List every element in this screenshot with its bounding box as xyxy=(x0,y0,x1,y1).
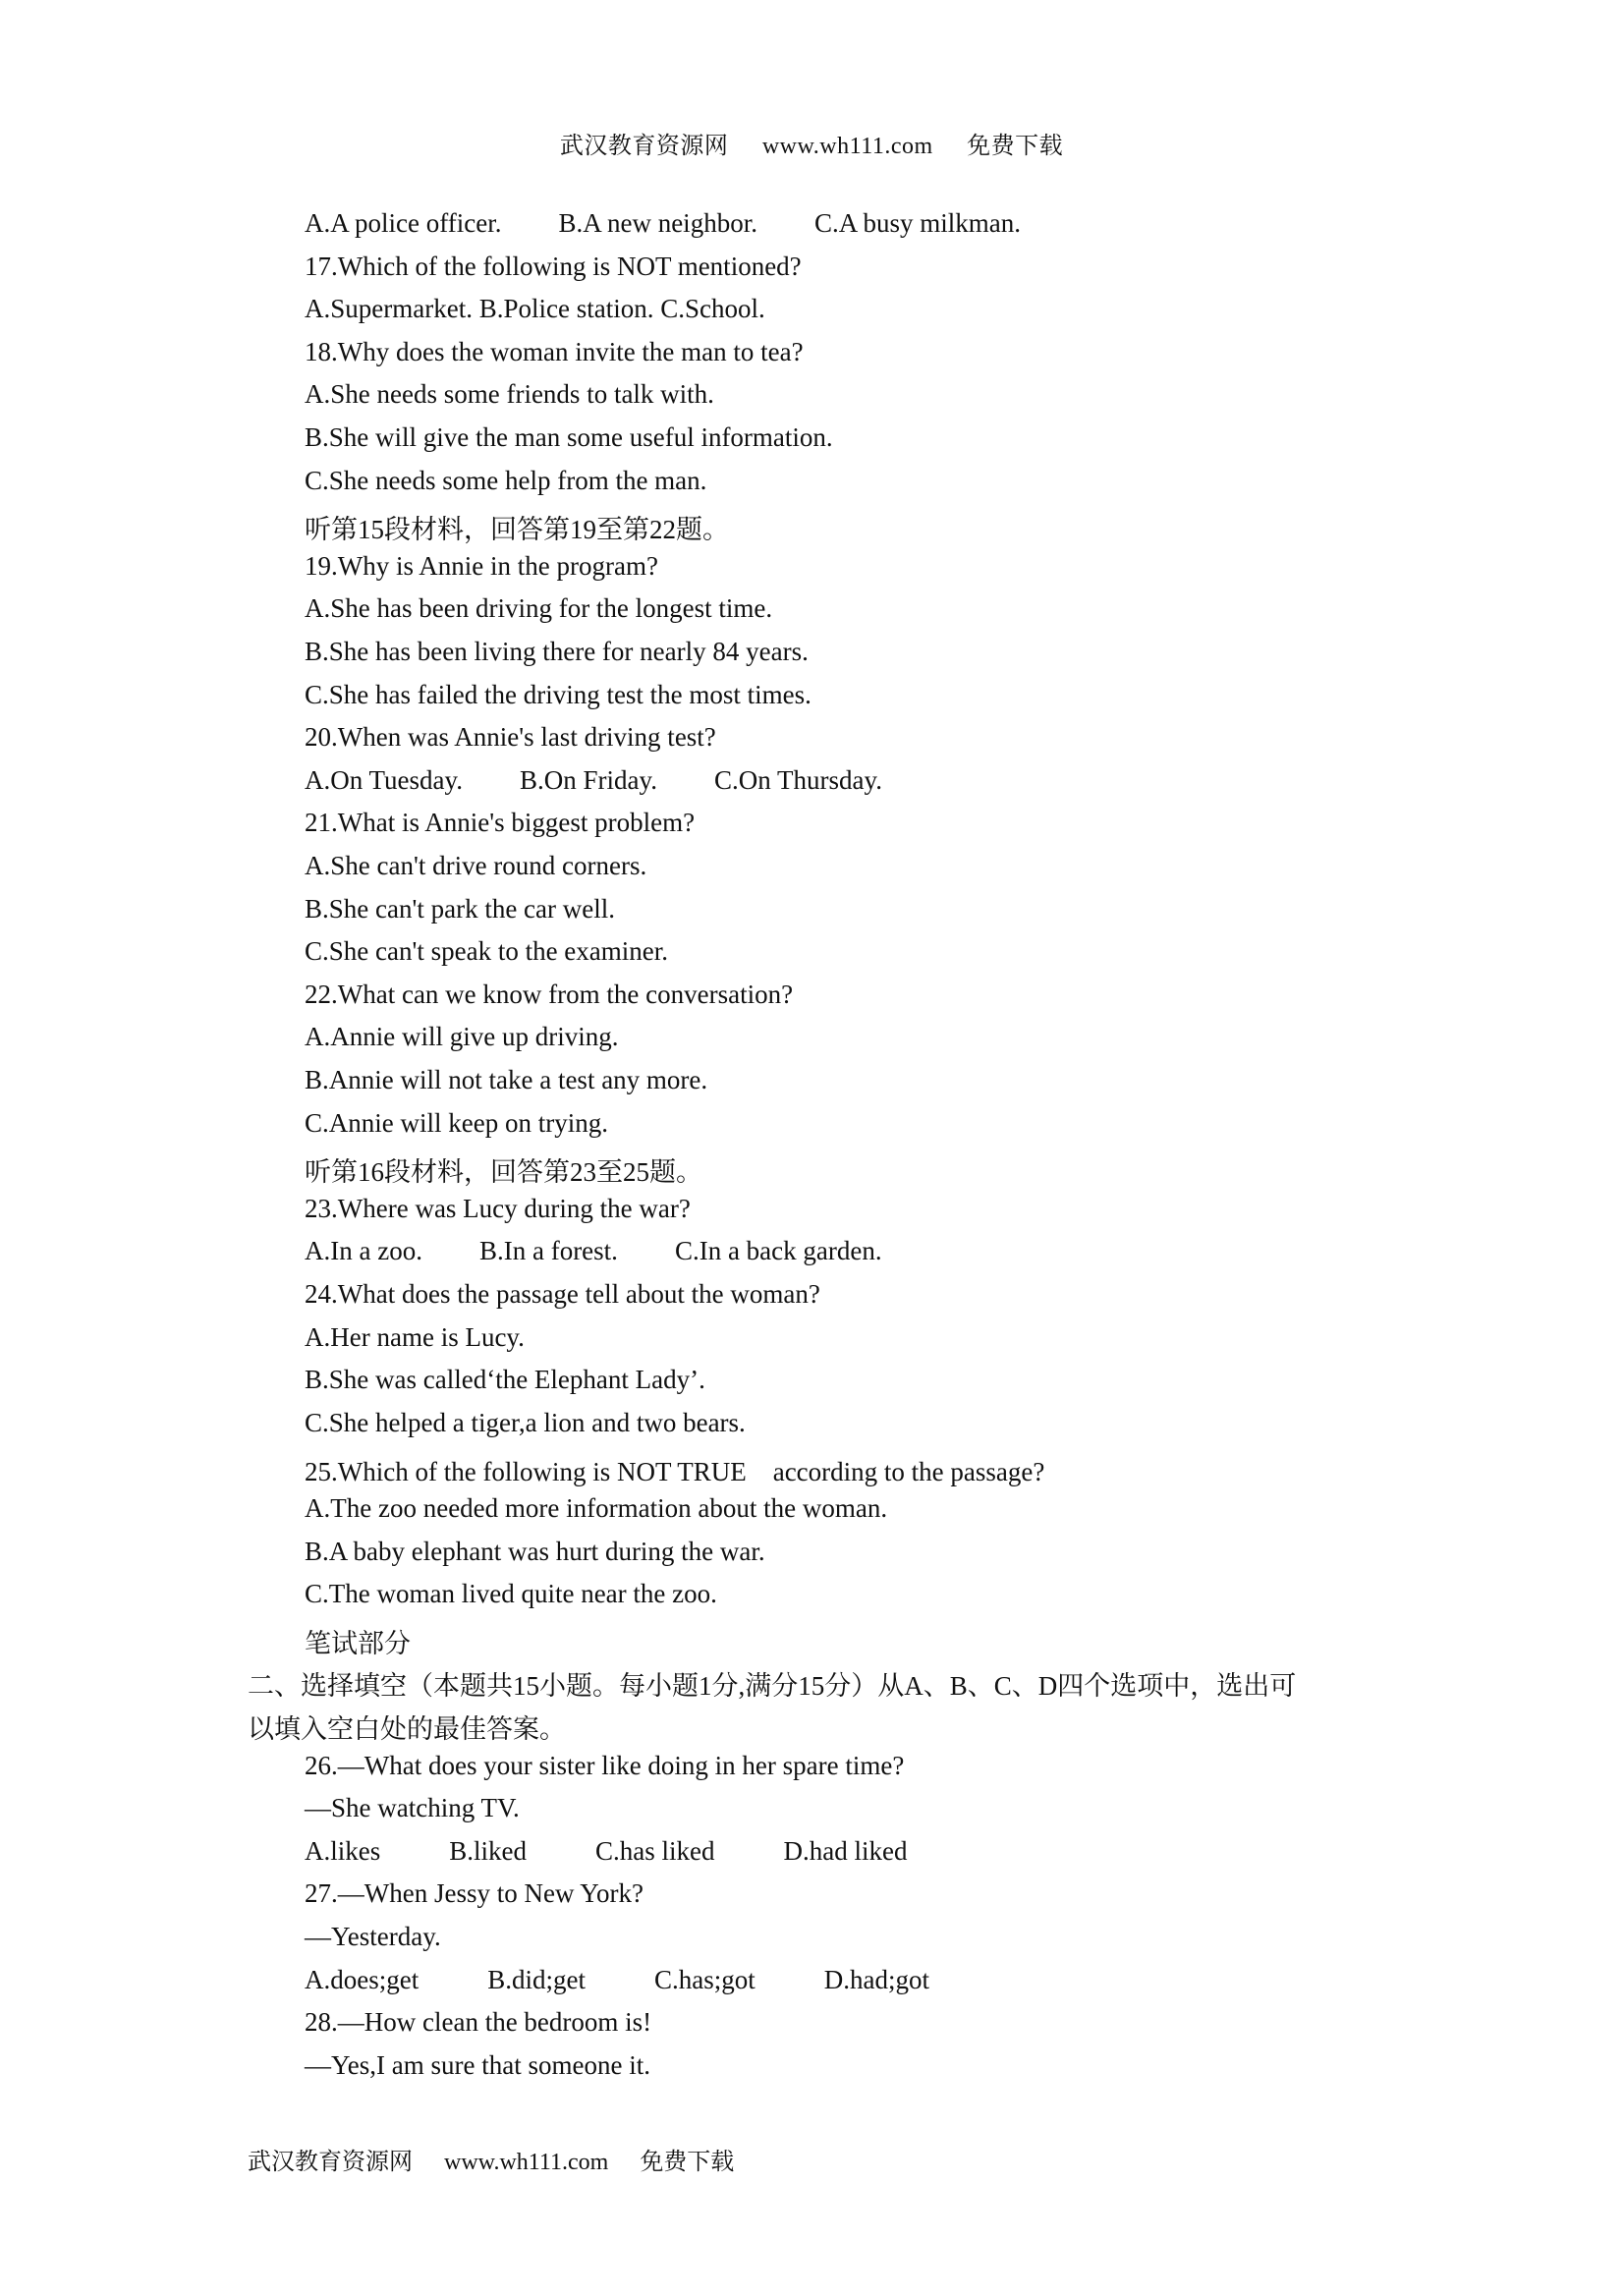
answer-option: B.She can't park the car well. xyxy=(305,894,615,924)
footer-note: 免费下载 xyxy=(640,2150,735,2175)
question-line: 26.—What does your sister like doing in her spare time? xyxy=(305,1751,905,1780)
question-line: 17.Which of the following is NOT mentioned? xyxy=(305,252,802,281)
answer-option: B.She will give the man some useful information. xyxy=(305,422,833,452)
answer-option: B.On Friday. xyxy=(520,765,658,795)
option-row xyxy=(305,208,1021,239)
answer-option: A.A police officer. xyxy=(305,208,502,238)
answer-option: A.Annie will give up driving. xyxy=(305,1022,619,1051)
option-row xyxy=(305,1965,929,1995)
answer-option: A.Her name is Lucy. xyxy=(305,1322,525,1352)
answer-option: C.has;got xyxy=(653,1965,756,1994)
answer-option: A.She has been driving for the longest time. xyxy=(305,593,773,623)
answer-option: B.did;get xyxy=(487,1965,586,1994)
answer-option: A.Supermarket. B.Police station. C.School. xyxy=(305,294,765,323)
header-site: 武汉教育资源网 xyxy=(559,134,729,159)
answer-option: A.In a zoo. xyxy=(305,1236,422,1265)
question-line: 20.When was Annie's last driving test? xyxy=(305,722,716,752)
answer-option: C.She helped a tiger,a lion and two bears. xyxy=(305,1408,746,1437)
section-heading: 二、选择填空（本题共15小题。每小题1分,满分15分）从A、B、C、D四个选项中，选出可 xyxy=(248,1671,1297,1701)
answer-option: B.A new neighbor. xyxy=(558,208,757,238)
section-heading: 笔试部分 xyxy=(305,1629,411,1658)
answer-option: A.She needs some friends to talk with. xyxy=(305,379,714,409)
question-line: 22.What can we know from the conversation? xyxy=(305,980,794,1009)
footer-site: 武汉教育资源网 xyxy=(248,2150,413,2175)
option-row xyxy=(305,1836,907,1867)
question-line: 18.Why does the woman invite the man to tea? xyxy=(305,337,804,366)
section-heading: 听第15段材料，回答第19至第22题。 xyxy=(305,515,729,544)
question-line: 24.What does the passage tell about the woman? xyxy=(305,1279,820,1309)
question-line: 25.Which of the following is NOT TRUE according to the passage? xyxy=(305,1457,1045,1486)
answer-option: B.In a forest. xyxy=(478,1236,618,1265)
dialogue-line: —Yes,I am sure that someone it. xyxy=(305,2050,650,2080)
question-line: 27.—When Jessy to New York? xyxy=(305,1878,644,1908)
answer-option: A.She can't drive round corners. xyxy=(305,851,647,880)
answer-option: A.likes xyxy=(305,1836,381,1866)
answer-option: A.The zoo needed more information about the woman. xyxy=(305,1493,888,1523)
answer-option: B.A baby elephant was hurt during the war. xyxy=(305,1537,765,1566)
answer-option: C.The woman lived quite near the zoo. xyxy=(305,1579,717,1608)
answer-option: A.does;get xyxy=(305,1965,420,1994)
answer-option: C.has liked xyxy=(595,1836,715,1866)
section-heading: 听第16段材料，回答第23至25题。 xyxy=(305,1157,702,1187)
header-url: www.wh111.com xyxy=(761,134,933,159)
answer-option: C.She has failed the driving test the most times. xyxy=(305,680,812,709)
answer-option: D.had;got xyxy=(823,1965,929,1994)
answer-option: B.Annie will not take a test any more. xyxy=(305,1065,708,1094)
page-footer xyxy=(248,2142,759,2176)
answer-option: B.liked xyxy=(449,1836,527,1866)
section-heading: 以填入空白处的最佳答案。 xyxy=(248,1714,566,1744)
answer-option: C.In a back garden. xyxy=(674,1236,882,1265)
dialogue-line: —She watching TV. xyxy=(305,1793,520,1822)
answer-option: D.had liked xyxy=(783,1836,908,1866)
question-line: 28.—How clean the bedroom is! xyxy=(305,2007,652,2037)
answer-option: C.She can't speak to the examiner. xyxy=(305,936,669,966)
option-row xyxy=(305,1236,882,1266)
answer-option: A.On Tuesday. xyxy=(305,765,464,795)
dialogue-line: —Yesterday. xyxy=(305,1922,441,1951)
question-line: 21.What is Annie's biggest problem? xyxy=(305,808,696,837)
question-line: 19.Why is Annie in the program? xyxy=(305,551,658,581)
answer-option: C.She needs some help from the man. xyxy=(305,466,707,495)
answer-option: C.A busy milkman. xyxy=(813,208,1021,238)
page-header xyxy=(0,126,1623,160)
answer-option: C.On Thursday. xyxy=(714,765,883,795)
answer-option: B.She was called‘the Elephant Lady’. xyxy=(305,1365,705,1394)
answer-option: B.She has been living there for nearly 84 years. xyxy=(305,637,809,666)
question-line: 23.Where was Lucy during the war? xyxy=(305,1194,691,1223)
header-note: 免费下载 xyxy=(967,134,1064,159)
answer-option: C.Annie will keep on trying. xyxy=(305,1108,608,1138)
footer-url: www.wh111.com xyxy=(444,2150,609,2175)
option-row xyxy=(305,765,882,796)
